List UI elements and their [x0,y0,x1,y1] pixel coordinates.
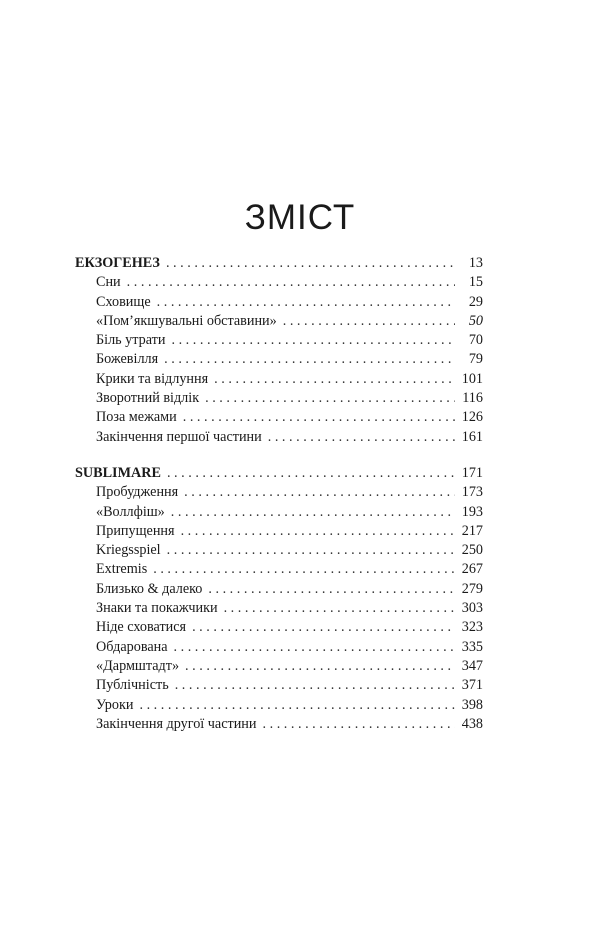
toc-entry-title: Kriegsspiel [96,542,161,559]
dot-leader [153,560,455,579]
dot-leader [139,696,455,715]
dot-leader [127,273,455,292]
toc-entry[interactable] [75,541,483,560]
toc-entry-title: Зворотний відлік [96,390,200,407]
toc-part-heading[interactable] [75,254,483,273]
toc-entry[interactable] [75,350,483,369]
dot-leader [167,464,455,483]
toc-entry-title: Ніде сховатися [96,619,187,636]
dot-leader [224,599,455,618]
dot-leader [166,254,455,273]
dot-leader [283,312,455,331]
dot-leader [171,503,455,522]
dot-leader [167,541,455,560]
page-number: 279 [461,580,483,597]
dot-leader [171,331,455,350]
page-number: 267 [461,561,483,578]
toc-entry-title: «Воллфіш» [96,503,165,520]
toc-entry-title: Публічність [96,677,169,694]
toc-entry[interactable] [75,522,483,541]
toc-entry[interactable] [75,428,483,447]
toc-entry-title: «Дармштадт» [96,657,180,674]
page-number: 101 [461,370,483,387]
toc-entry-title: Божевілля [96,351,159,368]
page-number: 50 [468,312,483,329]
toc-entry[interactable] [75,676,483,695]
page-number: 173 [461,484,483,501]
toc-entry-title: Пробудження [96,484,179,501]
dot-leader [164,350,455,369]
toc-entry-title: Припущення [96,522,175,539]
page-number: 15 [468,274,483,291]
toc-entry[interactable] [75,483,483,502]
dot-leader [268,428,455,447]
dot-leader [174,638,455,657]
toc-entry[interactable] [75,273,483,292]
page-number: 303 [461,600,483,617]
toc-entry[interactable] [75,389,483,408]
page-number: 116 [462,390,483,407]
toc-entry-title: Поза межами [96,409,177,426]
page-number: 29 [468,293,483,310]
table-of-contents [75,254,483,734]
toc-entry[interactable] [75,503,483,522]
toc-entry[interactable] [75,696,483,715]
dot-leader [185,657,455,676]
toc-entry-title: Закінчення другої частини [96,715,257,732]
toc-entry-title: Знаки та покажчики [96,600,218,617]
toc-entry[interactable] [75,370,483,389]
page-number: 161 [461,428,483,445]
toc-entry[interactable] [75,580,483,599]
toc-entry-title: Сховище [96,293,151,310]
page-number: 126 [461,409,483,426]
toc-entry-title: Закінчення першої частини [96,428,262,445]
toc-part-heading-title: ЕКЗОГЕНЕЗ [75,255,160,271]
toc-entry-title: Біль утрати [96,332,166,349]
toc-entry[interactable] [75,657,483,676]
page-number: 347 [461,657,483,674]
page-number: 371 [461,677,483,694]
toc-entry[interactable] [75,599,483,618]
dot-leader [192,618,455,637]
dot-leader [181,522,455,541]
page-number: 323 [461,619,483,636]
toc-part [75,464,483,734]
page-number: 13 [468,255,483,271]
toc-entry-title: Близько & далеко [96,580,203,597]
toc-entry[interactable] [75,618,483,637]
toc-entry-title: Сни [96,274,121,291]
dot-leader [214,370,455,389]
page-number: 70 [468,332,483,349]
page-number: 217 [461,522,483,539]
dot-leader [208,580,455,599]
toc-entry[interactable] [75,638,483,657]
toc-entry[interactable] [75,408,483,427]
toc-entry[interactable] [75,331,483,350]
page-number: 79 [468,351,483,368]
dot-leader [184,483,455,502]
page-number: 398 [461,696,483,713]
toc-part-heading[interactable] [75,464,483,483]
dot-leader [157,293,455,312]
page-number: 193 [461,503,483,520]
toc-entry-title: Уроки [96,696,134,713]
page-number: 438 [461,715,483,732]
dot-leader [175,676,455,695]
toc-entry[interactable] [75,293,483,312]
page-number: 335 [461,638,483,655]
toc-entry-title: «Пом’якшувальні обставини» [96,312,277,329]
dot-leader [205,389,455,408]
page-number: 171 [461,464,483,481]
dot-leader [183,408,455,427]
toc-entry-title: Крики та відлуння [96,370,209,387]
page-number: 250 [461,542,483,559]
toc-entry-title: Обдарована [96,638,168,655]
toc-entry[interactable] [75,715,483,734]
toc-part-heading-title: SUBLIMARE [75,464,161,481]
toc-entry[interactable] [75,560,483,579]
toc-part [75,254,483,447]
dot-leader [263,715,456,734]
page-title: ЗМІСТ [244,198,356,238]
toc-entry-title: Extremis [96,561,148,578]
toc-entry[interactable] [75,312,483,331]
